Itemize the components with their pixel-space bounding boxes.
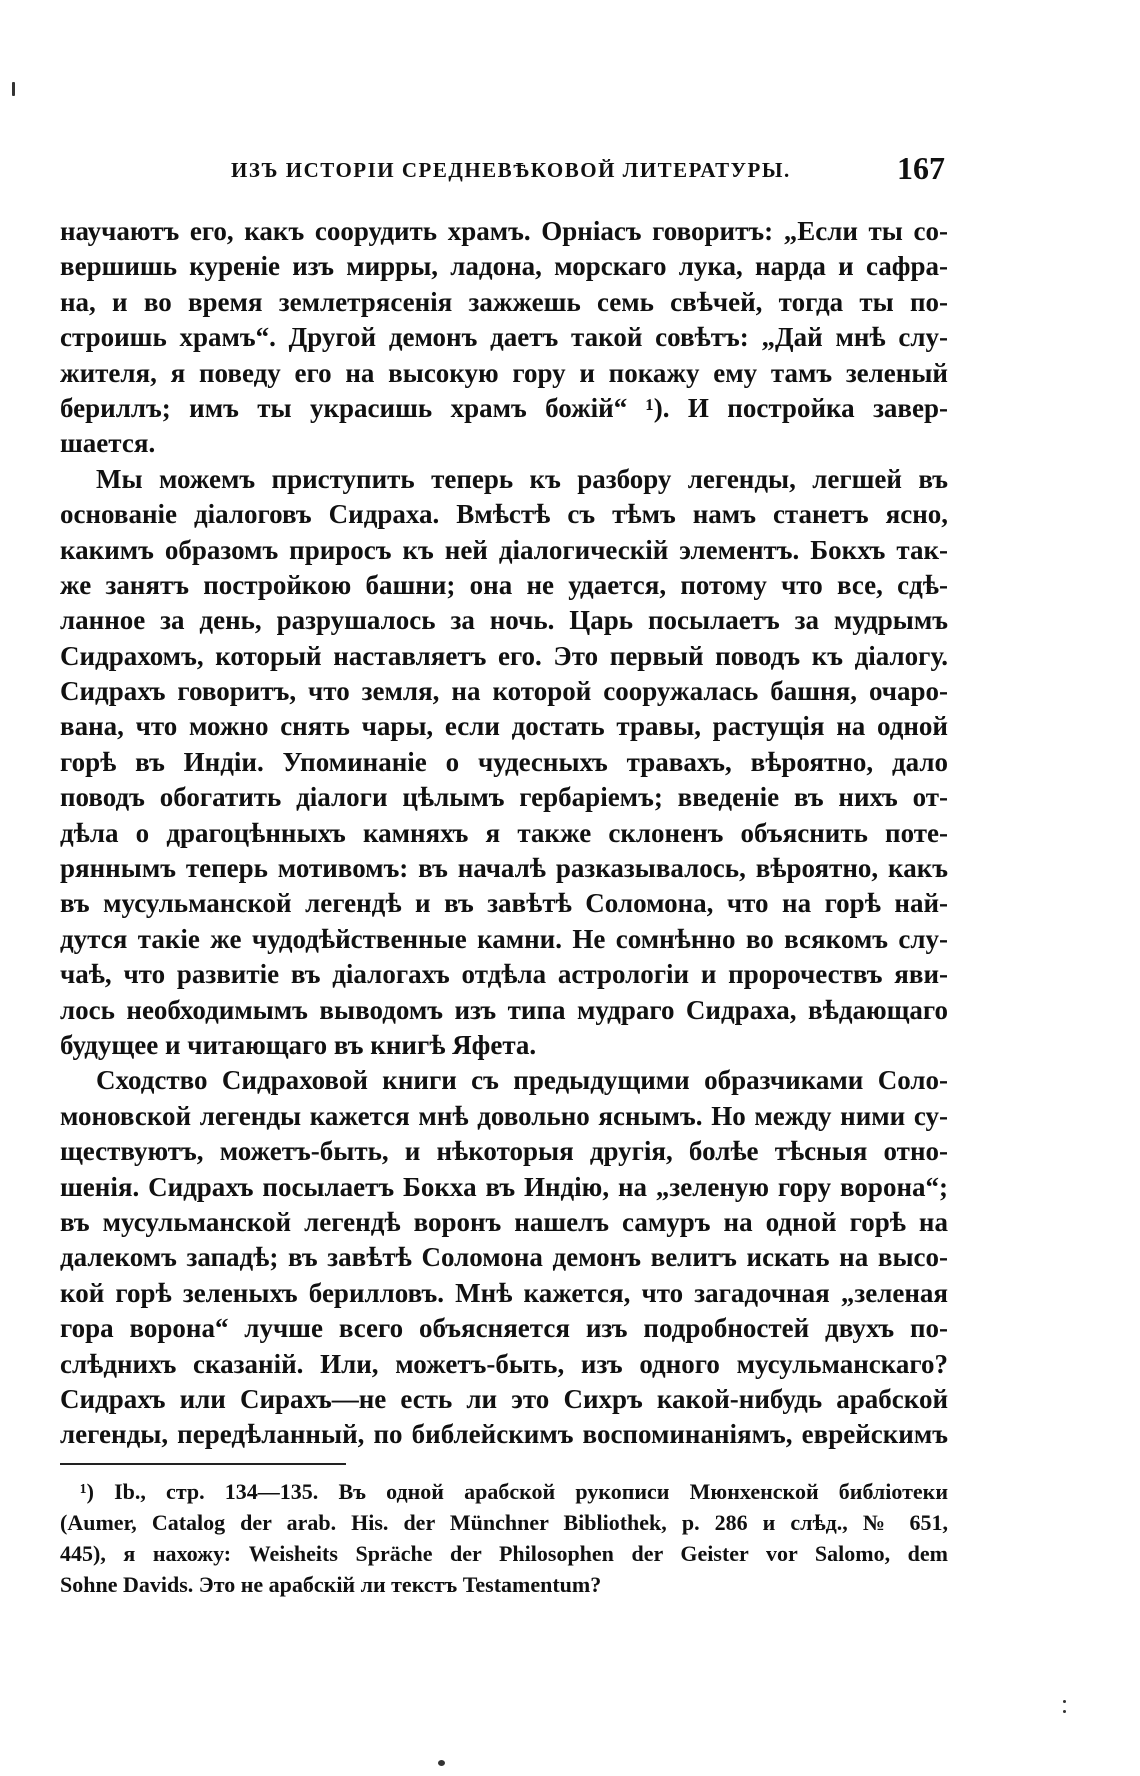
footnotes [60, 1476, 948, 1600]
text-line: вершишь куреніе изъ мирры, ладона, морскаго лука, нарда и сафра- [60, 251, 948, 282]
text-line: горѣ въ Индіи. Упоминаніе о чудесныхъ травахъ, вѣроятно, дало [60, 746, 948, 777]
text-line: основаніе діалоговъ Сидраха. Вмѣстѣ съ тѣмъ намъ станетъ ясно, [60, 499, 948, 530]
text-line: Сидрахомъ, который наставляетъ его. Это первый поводъ къ діалогу. [60, 640, 948, 671]
footnote-line: (Aumer, Catalog der arab. His. der Münchner Bibliothek, p. 286 и слѣд., № 651, [60, 1510, 948, 1535]
scan-speck [438, 1760, 445, 1766]
scan-speck [12, 82, 15, 96]
text-line: гора ворона“ лучше всего объясняется изъ подробностей двухъ по- [60, 1313, 948, 1344]
text-line: строишь храмъ“. Другой демонъ даетъ такой совѣтъ: „Дай мнѣ слу- [60, 322, 948, 353]
text-line: научаютъ его, какъ соорудить храмъ. Орніасъ говоритъ: „Если ты со- [60, 216, 948, 246]
text-line: Сидрахъ или Сирахъ—не есть ли это Сихръ какой-нибудь арабской [60, 1383, 948, 1414]
text-line: дутся такіе же чудодѣйственные камни. Не сомнѣнно во всякомъ слу- [60, 923, 948, 954]
text-line: ществуютъ, можетъ-быть, и нѣкоторыя другія, болѣе тѣсныя отно- [60, 1136, 948, 1167]
footnote-line: ¹) Ib., стр. 134—135. Въ одной арабской рукописи Мюнхенской библіотеки [80, 1479, 948, 1504]
text-line: ряннымъ теперь мотивомъ: въ началѣ разказывалось, вѣроятно, какъ [60, 853, 948, 884]
footnote-line: 445), я нахожу: Weisheits Spräche der Philosophen der Geister vor Salomo, dem [60, 1541, 948, 1566]
text-line: кой горѣ зеленыхъ берилловъ. Мнѣ кажется, что загадочная „зеленая [60, 1277, 948, 1308]
text-line: далекомъ западѣ; въ завѣтѣ Соломона демонъ велитъ искать на высо- [60, 1242, 948, 1273]
text-line: слѣднихъ сказаній. Или, можетъ-быть, изъ одного мусульманскаго? [60, 1348, 948, 1379]
text-line: шается. [60, 428, 156, 459]
footnote-line: Sohne Davids. Это не арабскій ли текстъ Testamentum? [60, 1572, 602, 1597]
text-line: Мы можемъ приступить теперь къ разбору легенды, легшей въ [96, 463, 948, 494]
text-line: моновской легенды кажется мнѣ довольно яснымъ. Но между ними су- [60, 1100, 948, 1131]
text-line: лось необходимымъ выводомъ изъ типа мудраго Сидраха, вѣдающаго [60, 994, 948, 1025]
page-number: 167 [897, 150, 945, 186]
text-line: Сходство Сидраховой книги съ предыдущими образчиками Соло- [96, 1065, 948, 1096]
text-line: бериллъ; имъ ты украсишь храмъ божій“ ¹). И постройка завер- [60, 392, 948, 423]
text-line: какимъ образомъ приросъ къ ней діалогическій элементъ. Бокхъ так- [60, 534, 948, 565]
text-line: шенія. Сидрахъ посылаетъ Бокха въ Индію, на „зеленую гору ворона“; [60, 1171, 948, 1202]
text-line: чаѣ, что развитіе въ діалогахъ отдѣла астрологіи и пророчествъ яви- [60, 959, 948, 990]
text-line: въ мусульманской легендѣ и въ завѣтѣ Соломона, что на горѣ най- [60, 888, 948, 919]
body-text [60, 214, 948, 1453]
page-header [225, 148, 945, 188]
scan-speck [1063, 1710, 1066, 1713]
text-line: легенды, передѣланный, по библейскимъ воспоминаніямъ, еврейскимъ [60, 1419, 948, 1450]
text-line: будущее и читающаго въ книгѣ Яфета. [60, 1029, 537, 1060]
text-line: Сидрахъ говоритъ, что земля, на которой сооружалась башня, очаро- [60, 676, 948, 707]
text-line: поводъ обогатить діалоги цѣлымъ гербаріемъ; введеніе въ нихъ от- [60, 782, 948, 813]
text-line: вана, что можно снять чары, если достать травы, растущія на одной [60, 711, 948, 742]
text-line: ланное за день, разрушалось за ночь. Царь посылаетъ за мудрымъ [60, 605, 948, 636]
text-line: жителя, я поведу его на высокую гору и покажу ему тамъ зеленый [60, 357, 948, 388]
text-line: въ мусульманской легендѣ воронъ нашелъ самуръ на одной горѣ на [60, 1206, 948, 1237]
running-head: ИЗЪ ИСТОРІИ СРЕДНЕВѢКОВОЙ ЛИТЕРАТУРЫ. [231, 158, 791, 182]
scan-speck [1063, 1700, 1066, 1703]
text-line: же занятъ постройкою башни; она не удается, потому что все, сдѣ- [60, 569, 948, 600]
text-line: дѣла о драгоцѣнныхъ камняхъ я также склоненъ объяснить поте- [60, 817, 948, 848]
footnote-rule [60, 1463, 346, 1465]
text-line: на, и во время землетрясенія зажжешь семь свѣчей, тогда ты по- [60, 286, 948, 317]
